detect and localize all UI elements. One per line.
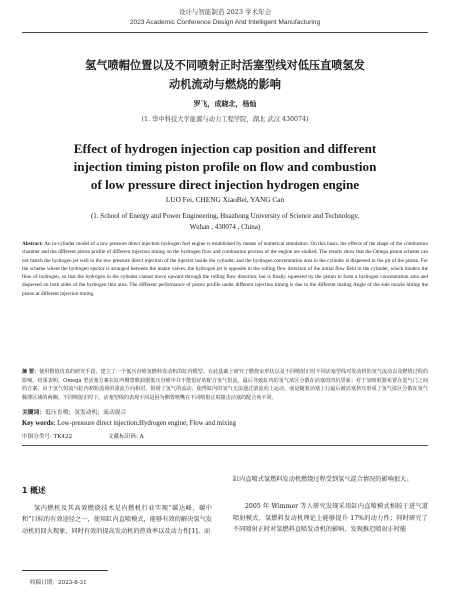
paper-title-en-line1: Effect of hydrogen injection cap position and different [73,141,377,156]
abstract-en [22,240,428,298]
abstract-en-label: Abstract: [22,241,44,247]
affiliation-en [0,211,450,232]
abstract-cn [22,368,428,402]
body-column-left: 氢内燃机及其高效燃烧技术是内燃机行业实现“碳达峰、碳中和”目标的有效途径之一，使用缸内直喷模式，能够有效的解决氢气发动机的回火现象，同时有效的提高发动机的热效率以及动力性[1]。而 [22,505,212,535]
header-divider [22,32,428,33]
journal-header-cn: 设计与智能制造 2023 学术年会 [178,8,272,16]
paper-title-cn-line1: 氢气喷帽位置以及不同喷射正时活塞型线对低压直喷氢发 [85,59,365,72]
paper-title-en-line2: injection timing piston profile on flow and combustion [73,159,377,174]
footnote-divider [22,570,108,571]
abstract-cn-label: 摘 要： [22,369,40,375]
classification-row [22,432,178,440]
abstract-en-text: An in-cylinder model of a low pressure direct injection hydrogen fuel engine is established by means of numerical simulation. On this basis, the effects of the shape of the combustion chamber and the different piston profile of different injection timing on the hydrogen flow and combustion process of the engine are studied. The results show that the Omega piston scheme can not match the hydrogen jet well in the low pressure direct injection of the injector inside the cylinder, and the hydrogen concentration area in the cylinder is dispersed in the pit of the piston. For the scheme where the hydrogen ejector is arranged between the intake valves, the hydrogen jet is opposite to the rolling flow direction of the initial flow field in the cylinder, which hinders the flow of hydrogen, so that the hydrogen in the cylinder cannot move upward through the rolling flow direction, but is finally squeezed by the piston to form a hydrogen concentration area and dispersed on both sides of the hydrogen thin area. The different performance of piston profile under different injection timing is due to the different mating Angle of the side nozzle hitting the piston at different injection timing. [22,241,428,297]
authors-en: LUO Fei, CHENG XiaoBei, YANG Can [165,195,285,204]
body-column-right [233,474,428,536]
paper-title-en-line3: of low pressure direct injection hydrogen engine [90,177,360,192]
keywords-cn-text: 低压直喷；氢发动机；流动混合 [45,410,127,416]
paper-title-cn [0,56,450,94]
body-paragraph: 2005 年 Wimmer 等人研究发现采用缸内直喷模式相较于进气道喷射模式，氢燃料发动机理论上能够提升 17%的动力性；同时研究了不同喷射正时对氢燃料直喷发动机的影响，发现推迟喷射正时能 [233,503,428,534]
keywords-en [22,420,236,427]
keywords-en-text: Low-pressure direct injection;Hydrogen engine; Flow and mixing [55,420,237,427]
affiliation-en-line2: Wuhan , 430074 , China) [189,222,261,231]
keywords-cn [22,407,126,416]
journal-header-en: 2023 Academic Conference Design And Intelligent Manufacturing [129,19,321,26]
keywords-en-label: Key words: [22,420,56,427]
clc-number: 中图分类号: TK422 [22,434,73,440]
authors-cn: 罗飞，成晓北，杨灿 [193,100,257,108]
received-date-footnote: 收稿日期：2023-8-31 [30,580,87,586]
abstract-cn-text: 使用数值仿真的研究手段，建立了一个低压直喷氢燃料发动机的缸内模型。在此基础上研究了燃烧室形状以及不同喷射正时不同活塞型线对发动机的氢气流动以及燃烧过程的影响。结果表明，Omega 型活塞方案在缸内侧置喷油器低压直喷中并不能很好的配合氢气射流，最后导致缸内的氢气浓区分散在活塞的凹坑里面；对于氢喷射器布置在进气门之间的方案，由于氢气射流与缸内初始流场的滚流方向相对，阻碍了氢气的流动，使得缸内的氢气无法通过滚流向上运动，而是随着活塞上行最后被活塞挤压形成了氢气浓区分散在氢气稀薄区域的两侧。不同喷射正时下，活塞型线的表现不同是因为侧置喷嘴在不同喷射正时撞击活塞的配合角不同。 [22,369,428,401]
section-heading: 1 概述 [22,486,46,495]
affiliation-en-line1: (1. School of Energy and Power Engineering, Huazhong University of Science and Technology, [90,212,360,220]
document-code: 文献标识码: A [108,434,144,440]
abstract-divider [22,445,428,446]
keywords-cn-label: 关键词： [22,410,46,416]
body-paragraph-continued: 缸内直喷式氢燃料发动机燃烧过程受到氢气混合情况的影响很大。 [233,476,413,483]
paper-title-en [0,140,450,194]
paper-title-cn-line2: 动机流动与燃烧的影响 [169,78,281,91]
affiliation-cn: (1. 华中科技大学能源与动力工程学院，湖北 武汉 430074) [141,116,309,123]
